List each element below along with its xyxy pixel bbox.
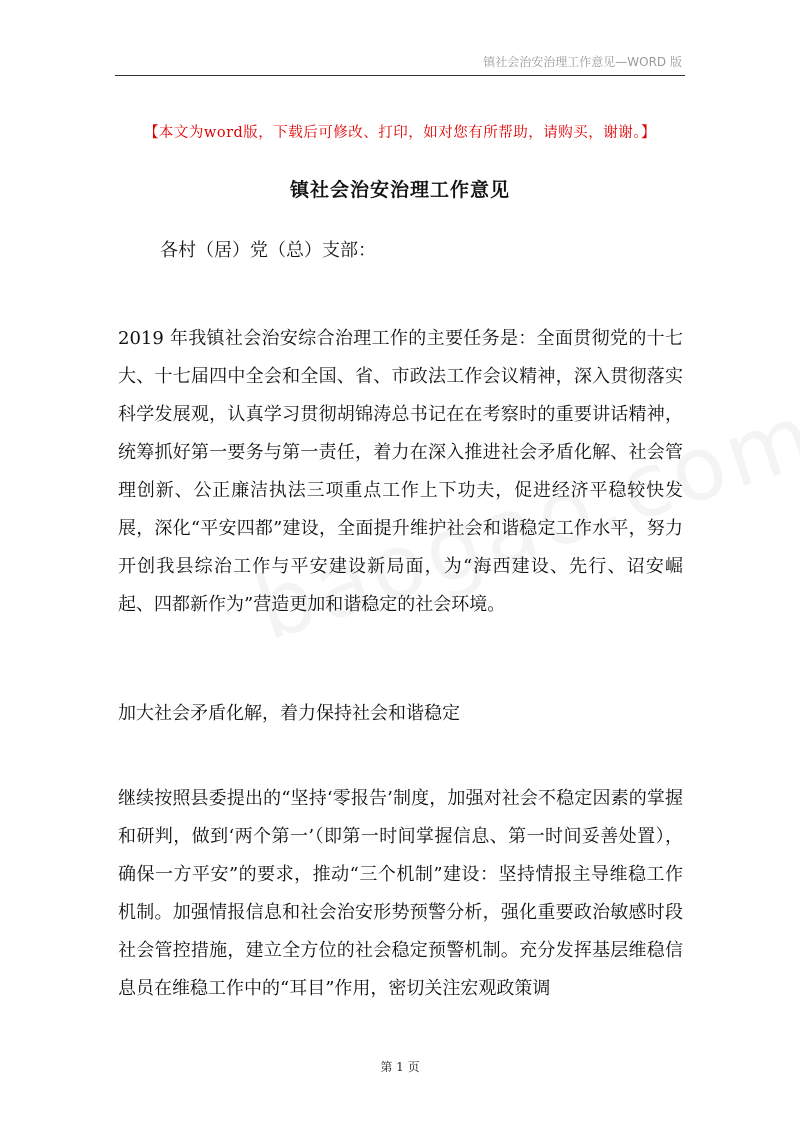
running-header: 镇社会治安治理工作意见—WORD 版 — [483, 55, 682, 69]
document-title: 镇社会治安治理工作意见 — [289, 179, 510, 201]
salutation: 各村（居）党（总）支部： — [160, 240, 376, 261]
page-number: 第 1 页 — [380, 1060, 420, 1074]
header-divider — [115, 75, 685, 76]
body-paragraph-2: 继续按照县委提出的“坚持‘零报告’制度，加强对社会不稳定因素的掌握和研判，做到‘两个第一’（即第一时间掌握信息、第一时间妥善处置），确保一方平安”的要求，推动“三个机制”建设：坚持情报主导维稳工作机制。加强情报信息和社会治安形势预警分析，强化重要政治敏感时段社会管控措施，建立全方位的社会稳定预警机制。充分发挥基层维稳信息员在维稳工作中的“耳目”作用，密切关注宏观政策调 — [118, 788, 683, 999]
purchase-notice: 【本文为word版，下载后可修改、打印，如对您有所帮助，请购买，谢谢。】 — [143, 125, 657, 141]
section-heading: 加大社会矛盾化解，着力保持社会和谐稳定 — [118, 703, 460, 724]
body-paragraph-1: 2019 年我镇社会治安综合治理工作的主要任务是：全面贯彻党的十七大、十七届四中全会和全国、省、市政法工作会议精神，深入贯彻落实科学发展观，认真学习贯彻胡锦涛总书记在在考察时的重要讲话精神，统筹抓好第一要务与第一责任，着力在深入推进社会矛盾化解、社会管理创新、公正廉洁执法三项重点工作上下功夫，促进经济平稳较快发展，深化“平安四都”建设，全面提升维护社会和谐稳定工作水平，努力开创我县综治工作与平安建设新局面，为“海西建设、先行、诏安崛起、四都新作为”营造更加和谐稳定的社会环境。 — [118, 328, 683, 615]
